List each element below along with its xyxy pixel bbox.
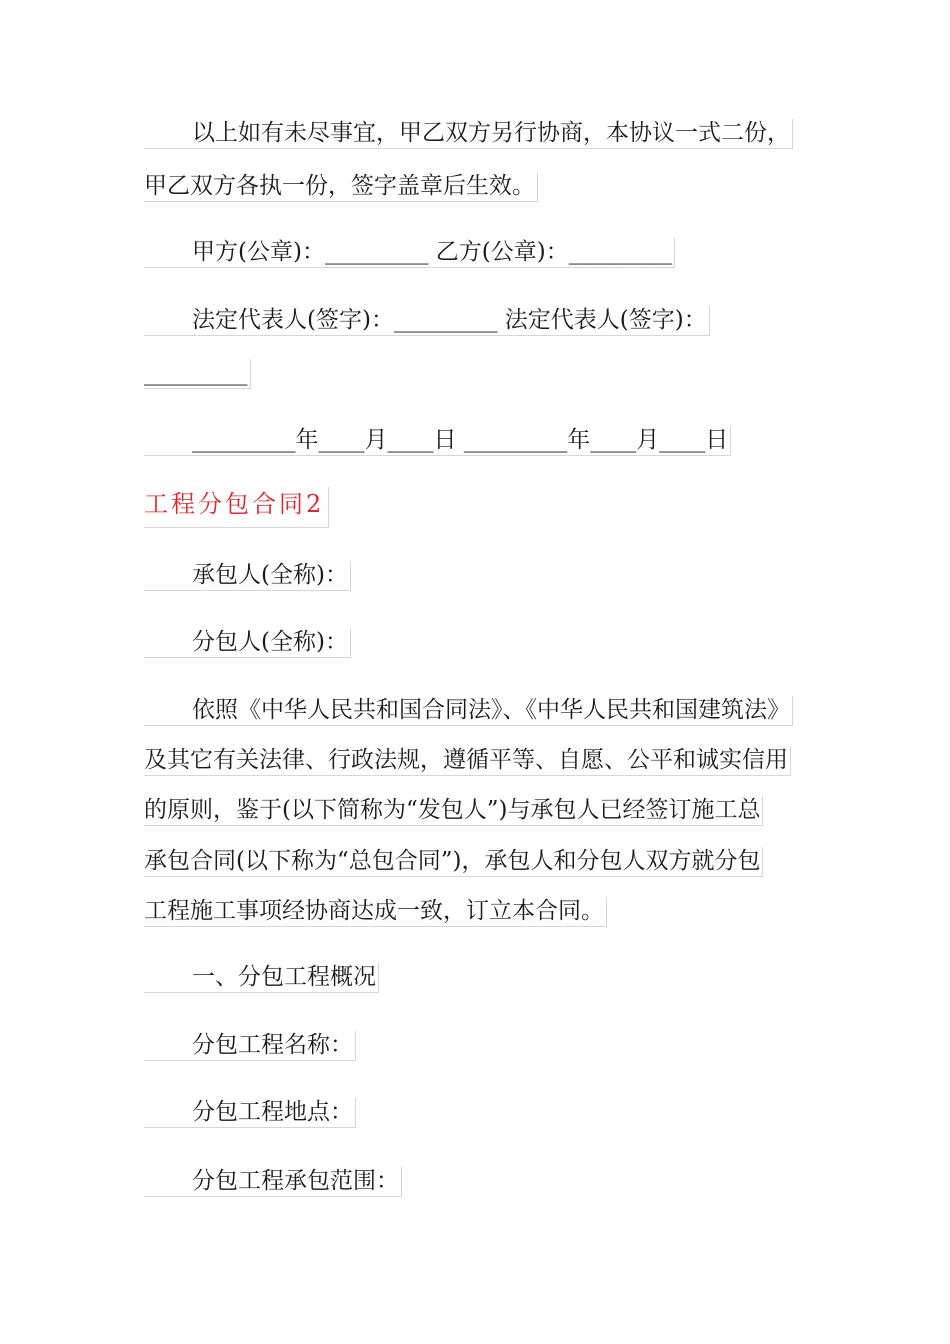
text-line-closing-1: 以上如有未尽事宜，甲乙双方另行协商，本协议一式二份， bbox=[144, 119, 793, 149]
text-line-date: _________年____月____日 _________年____月____日 bbox=[144, 426, 731, 456]
text-line-representative: 法定代表人(签字)：_________ 法定代表人(签字)： bbox=[144, 306, 710, 336]
section-title: 工程分包合同2 bbox=[144, 487, 329, 528]
paragraph-line-1: 依照《中华人民共和国合同法》、《中华人民共和国建筑法》 bbox=[144, 696, 793, 726]
paragraph-line-5: 工程施工事项经协商达成一致，订立本合同。 bbox=[144, 897, 607, 927]
section-heading-overview: 一、分包工程概况 bbox=[144, 963, 379, 993]
text-line-closing-2: 甲乙双方各执一份，签字盖章后生效。 bbox=[144, 172, 538, 202]
text-line-subcontractor: 分包人(全称)： bbox=[144, 628, 351, 658]
text-line-seal: 甲方(公章)：_________ 乙方(公章)：_________ bbox=[144, 238, 675, 268]
field-project-name: 分包工程名称： bbox=[144, 1031, 356, 1061]
paragraph-line-4: 承包合同(以下称为“总包合同”)，承包人和分包人双方就分包 bbox=[144, 847, 763, 877]
field-project-scope: 分包工程承包范围： bbox=[144, 1167, 402, 1197]
text-line-signature-blank: _________ bbox=[144, 359, 251, 389]
text-line-contractor: 承包人(全称)： bbox=[144, 561, 351, 591]
paragraph-line-3: 的原则，鉴于(以下简称为“发包人”)与承包人已经签订施工总 bbox=[144, 796, 763, 826]
paragraph-line-2: 及其它有关法律、行政法规，遵循平等、自愿、公平和诚实信用 bbox=[144, 746, 791, 776]
field-project-location: 分包工程地点： bbox=[144, 1098, 356, 1128]
